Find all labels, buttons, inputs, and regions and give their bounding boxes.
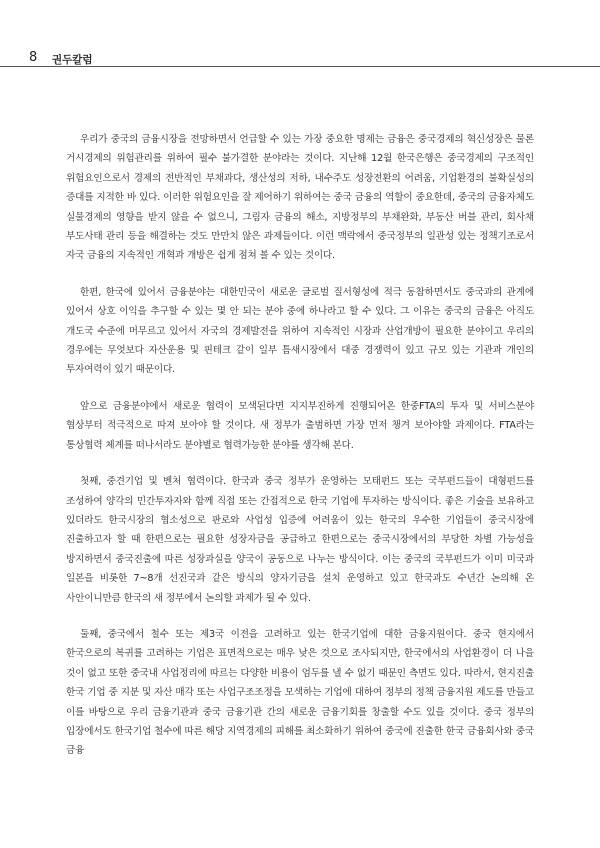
- paragraph: 한편, 한국에 있어서 금융분야는 대한민국이 새로운 글로벌 질서형성에 적극 동참하면서도 중국과의 관계에 있어서 상호 이익을 추구할 수 있는 몇 안 되는 분야 중에 하나라고 할 수 있다. 그 이유는 중국의 금융은 아직도 개도국 수준에 머무르고 있어서 자국의 경제발전을 위하여 지속적인 시장과 산업개방이 필요한 분야이고 우리의 경우에는 무엇보다 자산운용 및 핀테크 같이 일부 틈새시장에서 대중 경쟁력이 있고 규모 있는 기관과 개인의 투자여력이 있기 때문이다.: [66, 286, 534, 376]
- page-number: 8: [29, 50, 38, 65]
- paragraph: 첫째, 중견기업 및 벤처 협력이다. 한국과 중국 정부가 운영하는 모태펀드 또는 국부펀드들이 대형펀드를 조성하여 양각의 민간투자자와 함께 직접 또는 간접적으로 한국 기업에 투자하는 방식이다. 좋은 기술을 보유하고 있더라도 한국시장의 협소성으로 판로와 사업성 입증에 어려움이 있는 한국의 우수한 기업들이 중국시장에 진출하고자 할 때 한편으로는 필요한 성장자금을 공급하고 한편으로는 중국시장에서의 부당한 차별 가능성을 방지하면서 중국진출에 따른 성장과실을 양국이 공동으로 나누는 방식이다. 이는 중국의 국부펀드가 이미 미국과 일본을 비롯한 7~8개 선진국과 같은 방식의 양자기금을 설치 운영하고 있고 한국과도 수년간 논의해 온 사안이니만큼 한국의 새 정부에서 논의할 과제가 될 수 있다.: [66, 476, 534, 604]
- page-header: [0, 36, 600, 64]
- article-body: [66, 130, 534, 778]
- section-title: 권두칼럼: [52, 54, 93, 66]
- header-rule: [0, 66, 600, 67]
- paragraph: 앞으로 금융분야에서 새로운 협력이 모색된다면 지지부진하게 진행되어온 한중FTA의 투자 및 서비스분야 협상부터 적극적으로 따져 보아야 할 것이다. 새 정부가 출범하면 가장 먼저 챙겨 보아야할 과제이다. FTA라는 통상협력 체계를 떠나서라도 분야별로 협력가능한 분야를 생각해 본다.: [66, 400, 534, 451]
- paragraph: 우리가 중국의 금융시장을 전망하면서 언급할 수 있는 가장 중요한 명제는 금융은 중국경제의 혁신성장은 물론 거시경제의 위험관리를 위하여 필수 불가결한 분야라는 것이다. 지난해 12월 한국은행은 중국경제의 구조적인 위험요인으로서 경제의 전반적인 부채과다, 생산성의 저하, 내수주도 성장전환의 어려움, 기업환경의 불확실성의 증대를 지적한 바 있다. 이러한 위험요인을 잘 제어하기 위하여는 중국 금융의 역할이 중요한데, 중국의 금융자체도 실물경제의 영향을 받지 않을 수 없으니, 그림자 금융의 해소, 지방정부의 부채완화, 부동산 버블 관리, 회사채 부도사태 관리 등을 해결하는 것도 만만치 않은 과제들이다. 이런 맥락에서 중국정부의 일관성 있는 정책기조로서 자국 금융의 지속적인 개혁과 개방은 쉽게 점쳐 볼 수 있는 것이다.: [66, 134, 534, 262]
- paragraph: 둘째, 중국에서 철수 또는 제3국 이전을 고려하고 있는 한국기업에 대한 금융지원이다. 중국 현지에서 한국으로의 복귀를 고려하는 기업은 표면적으로는 매우 낮은 것으로 조사되지만, 한국에서의 사업환경이 더 나을 것이 없고 또한 중국내 사업정리에 따르는 다양한 비용이 엄두를 낼 수 없기 때문인 측면도 있다. 따라서, 현지진출 한국 기업 중 지분 및 자산 매각 또는 사업구조조정을 모색하는 기업에 대하여 정부의 정책 금융지원 제도를 만들고 이를 바탕으로 우리 금융기관과 중국 금융기관 간의 새로운 금융기회를 창출할 수도 있을 것이다. 중국 정부의 입장에서도 한국기업 철수에 따른 해당 지역경제의 피해를 최소화하기 위하여 중국에 진출한 한국 금융회사와 중국 금융: [66, 628, 534, 757]
